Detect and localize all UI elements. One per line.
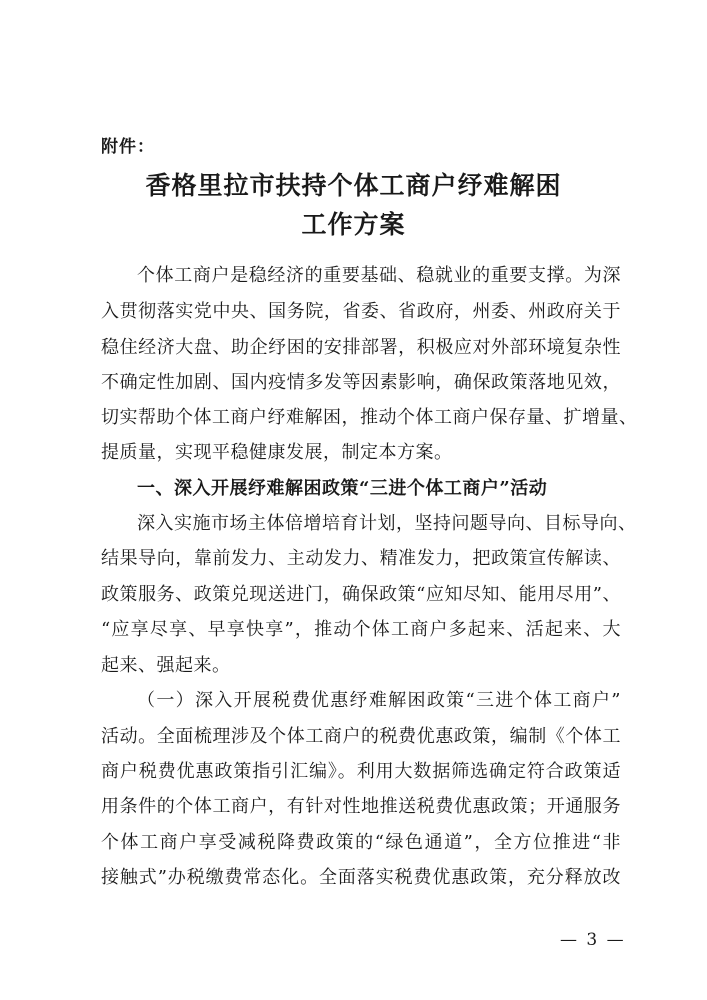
- section-paragraph-line: 起来、强起来。: [101, 655, 231, 676]
- section-paragraph-line: “应享尽享、早享快享”，推动个体工商户多起来、活起来、大: [101, 619, 621, 640]
- intro-line: 不确定性加剧、国内疫情多发等因素影响，确保政策落地见效，: [101, 372, 621, 393]
- section-paragraph-line: 结果导向，靠前发力、主动发力、精准发力，把政策宣传解读、: [101, 548, 621, 569]
- intro-line: 提质量，实现平稳健康发展，制定本方案。: [101, 442, 453, 463]
- subsection-paragraph-line: 活动。全面梳理涉及个体工商户的税费优惠政策，编制《个体工: [101, 726, 621, 747]
- subsection-paragraph-line: 接触式”办税缴费常态化。全面落实税费优惠政策，充分释放改: [101, 867, 621, 888]
- subsection-paragraph-line: 商户税费优惠政策指引汇编》。利用大数据筛选确定符合政策适: [101, 761, 621, 782]
- intro-line: 稳住经济大盘、助企纾困的安排部署，积极应对外部环境复杂性: [101, 337, 621, 358]
- subsection-paragraph-line: （一）深入开展税费优惠纾难解困政策“三进个体工商户”: [137, 690, 621, 711]
- document-title-line-1: 香格里拉市扶持个体工商户纾难解困: [145, 171, 562, 200]
- page-number: — 3 —: [560, 930, 626, 950]
- intro-line: 个体工商户是稳经济的重要基础、稳就业的重要支撑。为深: [137, 265, 621, 286]
- subsection-paragraph-line: 个体工商户享受减税降费政策的“绿色通道”，全方位推进“非: [101, 832, 621, 853]
- section-paragraph-line: 政策服务、政策兑现送进门，确保政策“应知尽知、能用尽用”、: [101, 584, 621, 605]
- document-title-line-2: 工作方案: [301, 210, 406, 239]
- intro-line: 入贯彻落实党中央、国务院，省委、省政府，州委、州政府关于: [101, 301, 621, 322]
- attachment-label: 附件：: [101, 137, 155, 157]
- section-paragraph-line: 深入实施市场主体倍增培育计划，坚持问题导向、目标导向、: [137, 513, 637, 534]
- section-heading: 一、深入开展纾难解困政策“三进个体工商户”活动: [137, 478, 548, 499]
- subsection-paragraph-line: 用条件的个体工商户，有针对性地推送税费优惠政策；开通服务: [101, 796, 621, 817]
- intro-line: 切实帮助个体工商户纾难解困，推动个体工商户保存量、扩增量、: [101, 407, 638, 428]
